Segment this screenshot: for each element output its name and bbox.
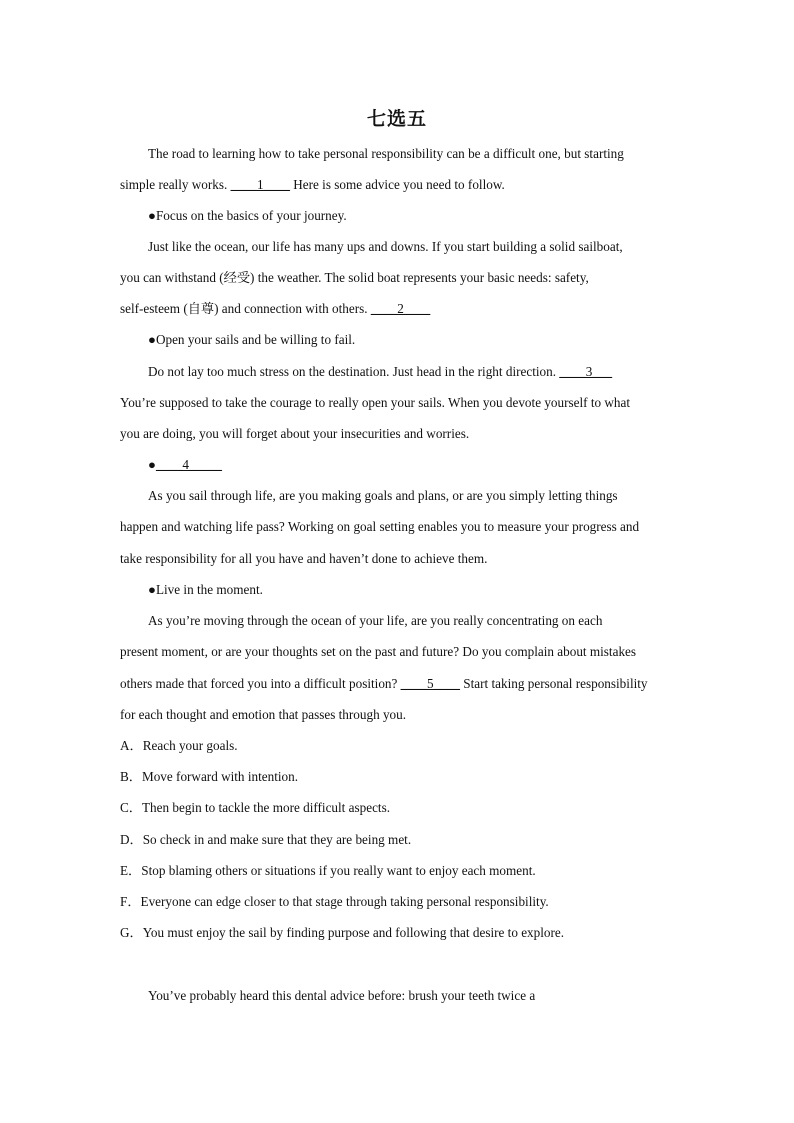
text: Just like the ocean, our life has many ups and downs. If you start building a solid sailboat, xyxy=(148,239,623,254)
text-line xyxy=(120,706,406,724)
text: take responsibility for all you have and haven’t done to achieve them. xyxy=(120,551,488,566)
text-line xyxy=(120,269,589,287)
text-line xyxy=(148,145,624,163)
text: Start taking personal responsibility xyxy=(460,676,648,691)
bullet-heading xyxy=(148,456,222,474)
text: As you sail through life, are you making goals and plans, or are you simply letting things xyxy=(148,488,618,503)
next-passage-line xyxy=(148,987,535,1005)
text: You’re supposed to take the courage to really open your sails. When you devote yourself to what xyxy=(120,395,631,410)
blank-1: ____1____ xyxy=(230,177,290,192)
text-line xyxy=(120,300,430,318)
text: ● xyxy=(148,457,156,472)
text-line xyxy=(120,550,487,568)
text: Here is some advice you need to follow. xyxy=(289,177,505,192)
option-f xyxy=(120,893,549,911)
option-e xyxy=(120,862,536,880)
text: for each thought and emotion that passes through you. xyxy=(120,707,407,722)
text: ●Live in the moment. xyxy=(148,582,263,597)
text-line xyxy=(120,518,639,536)
blank-4: ____4_____ xyxy=(155,457,222,472)
text-line xyxy=(148,487,618,505)
text-line xyxy=(120,675,648,693)
option-d xyxy=(120,831,411,849)
text: The road to learning how to take personal responsibility can be a difficult one, but starting xyxy=(148,146,624,161)
text: C．Then begin to tackle the more difficult aspects. xyxy=(120,800,391,815)
text-line xyxy=(148,363,612,381)
text: Do not lay too much stress on the destination. Just head in the right direction. xyxy=(148,364,560,379)
option-g xyxy=(120,924,564,942)
option-a xyxy=(120,737,238,755)
text-line xyxy=(148,238,623,256)
text: G．You must enjoy the sail by finding purpose and following that desire to explore. xyxy=(120,925,565,940)
blank-3: ____3___ xyxy=(559,364,613,379)
text: self-esteem (自尊) and connection with others. xyxy=(120,301,371,316)
text: ●Open your sails and be willing to fail. xyxy=(148,332,356,347)
text: E．Stop blaming others or situations if you really want to enjoy each moment. xyxy=(120,863,536,878)
text-line xyxy=(120,425,469,443)
text: simple really works. xyxy=(120,177,231,192)
text: A．Reach your goals. xyxy=(120,738,238,753)
text-line xyxy=(120,643,636,661)
text: You’ve probably heard this dental advice before: brush your teeth twice a xyxy=(148,988,536,1003)
text-line xyxy=(120,176,505,194)
text: present moment, or are your thoughts set on the past and future? Do you complain about mistakes xyxy=(120,644,637,659)
blank-5: ____5____ xyxy=(400,676,460,691)
page-title: 七选五 xyxy=(366,108,427,130)
text: you are doing, you will forget about your insecurities and worries. xyxy=(120,426,470,441)
text: others made that forced you into a difficult position? xyxy=(120,676,401,691)
text: happen and watching life pass? Working on goal setting enables you to measure your progress and xyxy=(120,519,640,534)
text: B．Move forward with intention. xyxy=(120,769,299,784)
text: you can withstand (经受) the weather. The solid boat represents your basic needs: safety, xyxy=(120,270,589,285)
bullet-heading xyxy=(148,207,347,225)
text: D．So check in and make sure that they are being met. xyxy=(120,832,412,847)
text: As you’re moving through the ocean of your life, are you really concentrating on each xyxy=(148,613,603,628)
bullet-heading xyxy=(148,581,263,599)
text-line xyxy=(120,394,630,412)
text: ●Focus on the basics of your journey. xyxy=(148,208,347,223)
option-b xyxy=(120,768,298,786)
text-line xyxy=(148,612,602,630)
blank-2: ____2____ xyxy=(370,301,431,316)
bullet-heading xyxy=(148,331,355,349)
text: F．Everyone can edge closer to that stage through taking personal responsibility. xyxy=(120,894,549,909)
option-c xyxy=(120,799,390,817)
